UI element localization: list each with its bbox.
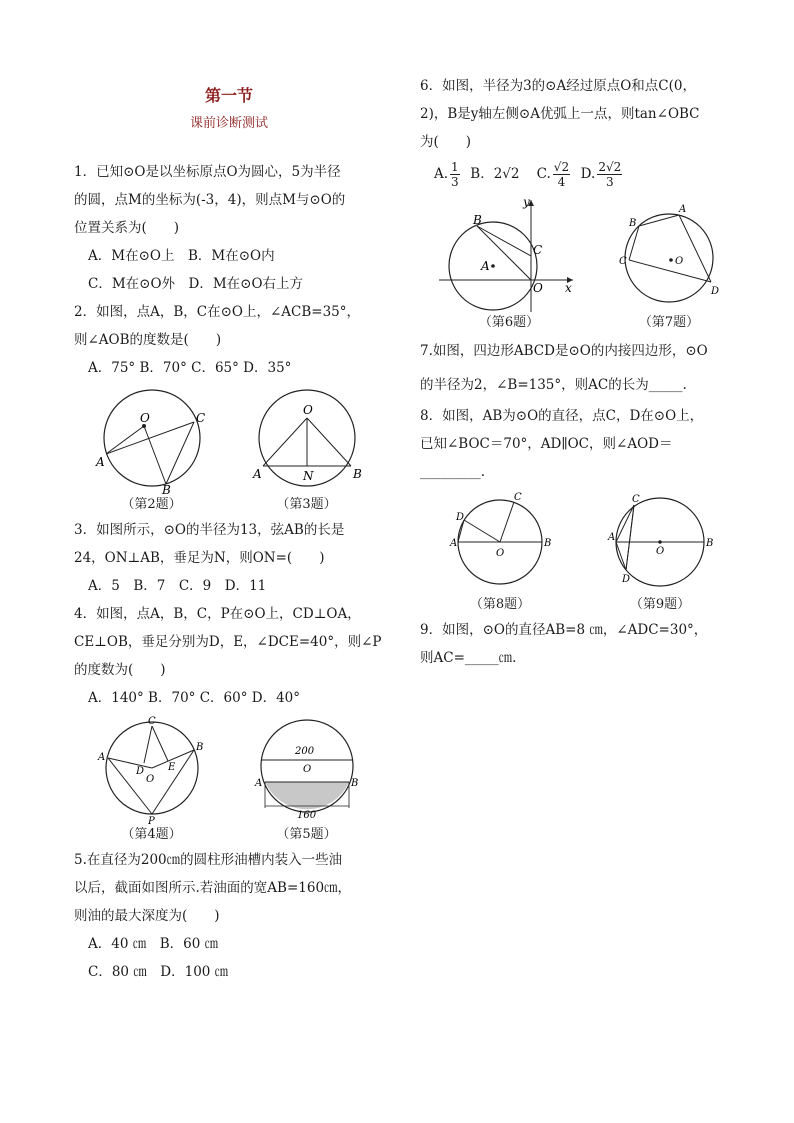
svg-text:B: B <box>629 218 637 229</box>
q4-options: A．140° B．70° C．60° D．40° <box>88 690 300 706</box>
figure-9-diagram <box>608 490 712 594</box>
q8-line: 8．如图，AB为⊙O的直径，点C，D在⊙O上， <box>420 408 704 424</box>
svg-text:A: A <box>254 778 262 789</box>
question-9 <box>420 616 740 672</box>
figure-4-diagram <box>97 716 206 827</box>
figure-2 <box>96 386 208 516</box>
section-subtitle: 课前诊断测试 <box>189 116 268 131</box>
figure-5 <box>253 716 361 846</box>
svg-text:C: C <box>632 494 640 505</box>
q5-line: 则油的最大深度为( ) <box>74 908 220 924</box>
figure-3 <box>251 386 363 516</box>
q6-line: 6．如图，半径为3的⊙A经过原点O和点C(0， <box>420 78 696 94</box>
q9-line: 则AC=_____㎝. <box>420 650 517 666</box>
figure-7-diagram <box>617 196 721 312</box>
q6-option-b: B．2√2 <box>470 166 520 182</box>
figure-2-caption: （第2题） <box>121 497 182 512</box>
figures-2-3 <box>74 386 384 516</box>
figure-6-caption: （第6题） <box>478 315 540 330</box>
svg-text:x: x <box>565 281 572 295</box>
q6-line: 2)，B是y轴左侧⊙A优弧上一点，则tan∠OBC <box>420 106 700 122</box>
question-6 <box>420 72 740 192</box>
question-1 <box>74 158 384 298</box>
question-4 <box>74 600 384 712</box>
svg-text:O: O <box>675 256 684 267</box>
q5-line: 以后，截面如图所示.若油面的宽AB=160㎝， <box>74 880 352 896</box>
svg-text:E: E <box>167 762 175 773</box>
svg-text:C: C <box>514 492 522 503</box>
svg-text:200: 200 <box>294 746 314 757</box>
q5-options-row2: C．80 ㎝ D．100 ㎝ <box>88 964 229 980</box>
svg-text:B: B <box>544 538 552 549</box>
figures-6-7 <box>420 196 740 334</box>
svg-text:B: B <box>350 778 358 789</box>
q5-line: 5.在直径为200㎝的圆柱形油槽内装入一些油 <box>74 852 343 868</box>
svg-text:D: D <box>622 574 631 585</box>
question-8 <box>420 402 740 486</box>
q7-line: 的半径为2，∠B=135°，则AC的长为_____. <box>420 377 687 393</box>
q6-options <box>420 156 740 192</box>
svg-text:D: D <box>456 512 465 523</box>
svg-text:A: A <box>97 752 105 763</box>
figure-7 <box>617 196 721 334</box>
figure-9 <box>608 490 712 616</box>
svg-text:C: C <box>195 411 205 425</box>
svg-text:O: O <box>302 764 311 775</box>
q6-option-d: D. $\frac{2√2}{3}$ <box>580 160 622 189</box>
svg-text:B: B <box>473 213 482 227</box>
figure-4-caption: （第4题） <box>121 827 182 842</box>
q2-options: A．75° B．70° C．65° D．35° <box>88 360 292 376</box>
figure-9-caption: （第9题） <box>629 597 691 612</box>
q3-line: 24，ON⊥AB，垂足为N，则ON=( ) <box>74 550 325 566</box>
svg-text:A: A <box>608 532 616 543</box>
q6-line: 为( ) <box>420 134 472 150</box>
q2-line: 则∠AOB的度数是( ) <box>74 332 222 348</box>
q1-line: 1．已知⊙O是以坐标原点O为圆心，5为半径 <box>74 164 341 180</box>
svg-text:O: O <box>533 281 543 295</box>
svg-text:160: 160 <box>296 810 316 821</box>
q6-option-c: C. $\frac{√2}{4}$ <box>536 160 570 189</box>
figure-4 <box>98 716 206 846</box>
svg-text:A: A <box>95 455 105 469</box>
svg-text:D: D <box>135 766 144 777</box>
figure-8 <box>448 490 552 616</box>
q4-line: CE⊥OB，垂足分别为D，E，∠DCE=40°，则∠P <box>74 634 382 650</box>
q9-line: 9．如图，⊙O的直径AB=8 ㎝，∠ADC=30°， <box>420 622 708 638</box>
svg-text:D: D <box>711 286 720 297</box>
q3-options: A．5 B．7 C．9 D．11 <box>88 578 267 594</box>
svg-text:C: C <box>533 243 543 257</box>
svg-text:O: O <box>496 548 505 559</box>
question-2 <box>74 298 384 382</box>
svg-text:B: B <box>195 742 203 753</box>
figure-8-diagram <box>448 490 552 594</box>
svg-text:N: N <box>302 469 313 483</box>
svg-text:O: O <box>145 774 154 785</box>
svg-text:y: y <box>523 195 530 209</box>
section-title: 第一节 <box>204 86 253 105</box>
q1-line: 位置关系为( ) <box>74 220 180 236</box>
q1-options-row1: A．M在⊙O上 B．M在⊙O内 <box>88 248 275 264</box>
svg-text:A: A <box>252 467 262 481</box>
figure-5-diagram <box>253 716 361 824</box>
right-column <box>420 72 740 672</box>
figure-6-diagram <box>439 196 579 312</box>
svg-text:A: A <box>450 538 458 549</box>
q1-line: 的圆，点M的坐标为(-3，4)，则点M与⊙O的 <box>74 192 346 208</box>
svg-text:B: B <box>706 538 714 549</box>
figure-3-diagram <box>251 386 363 494</box>
q5-options-row1: A．40 ㎝ B．60 ㎝ <box>88 936 219 952</box>
question-3 <box>74 516 384 600</box>
q4-line: 的度数为( ) <box>74 662 166 678</box>
figures-4-5 <box>74 716 384 846</box>
q2-line: 2．如图，点A，B，C在⊙O上，∠ACB=35°， <box>74 304 361 320</box>
question-5 <box>74 846 384 986</box>
svg-text:O: O <box>139 411 150 425</box>
q6-option-a: A. $\frac{1}{3}$ <box>434 160 459 189</box>
svg-text:B: B <box>352 467 362 481</box>
svg-text:O: O <box>302 403 313 417</box>
figure-7-caption: （第7题） <box>638 315 700 330</box>
q8-line: _________. <box>420 464 486 480</box>
figure-2-diagram <box>95 386 208 497</box>
figure-8-caption: （第8题） <box>469 597 531 612</box>
svg-text:C: C <box>619 256 627 267</box>
left-column <box>74 80 384 986</box>
svg-text:P: P <box>147 816 155 827</box>
svg-text:C: C <box>147 716 156 727</box>
svg-text:B: B <box>161 483 171 497</box>
q4-line: 4．如图，点A，B，C，P在⊙O上，CD⊥OA， <box>74 606 361 622</box>
figures-8-9 <box>420 490 740 616</box>
figure-3-caption: （第3题） <box>276 497 337 512</box>
figure-5-caption: （第5题） <box>276 827 337 842</box>
svg-text:O: O <box>656 546 665 557</box>
q3-line: 3．如图所示，⊙O的半径为13，弦AB的长是 <box>74 522 345 538</box>
q8-line: 已知∠BOC＝70°，AD∥OC，则∠AOD＝ <box>420 436 673 452</box>
svg-text:A: A <box>679 204 687 215</box>
q7-line: 7.如图，四边形ABCD是⊙O的内接四边形，⊙O <box>420 343 708 359</box>
question-7 <box>420 334 740 402</box>
figure-6 <box>439 196 579 334</box>
svg-text:A: A <box>481 259 490 273</box>
q1-options-row2: C．M在⊙O外 D．M在⊙O右上方 <box>88 276 304 292</box>
